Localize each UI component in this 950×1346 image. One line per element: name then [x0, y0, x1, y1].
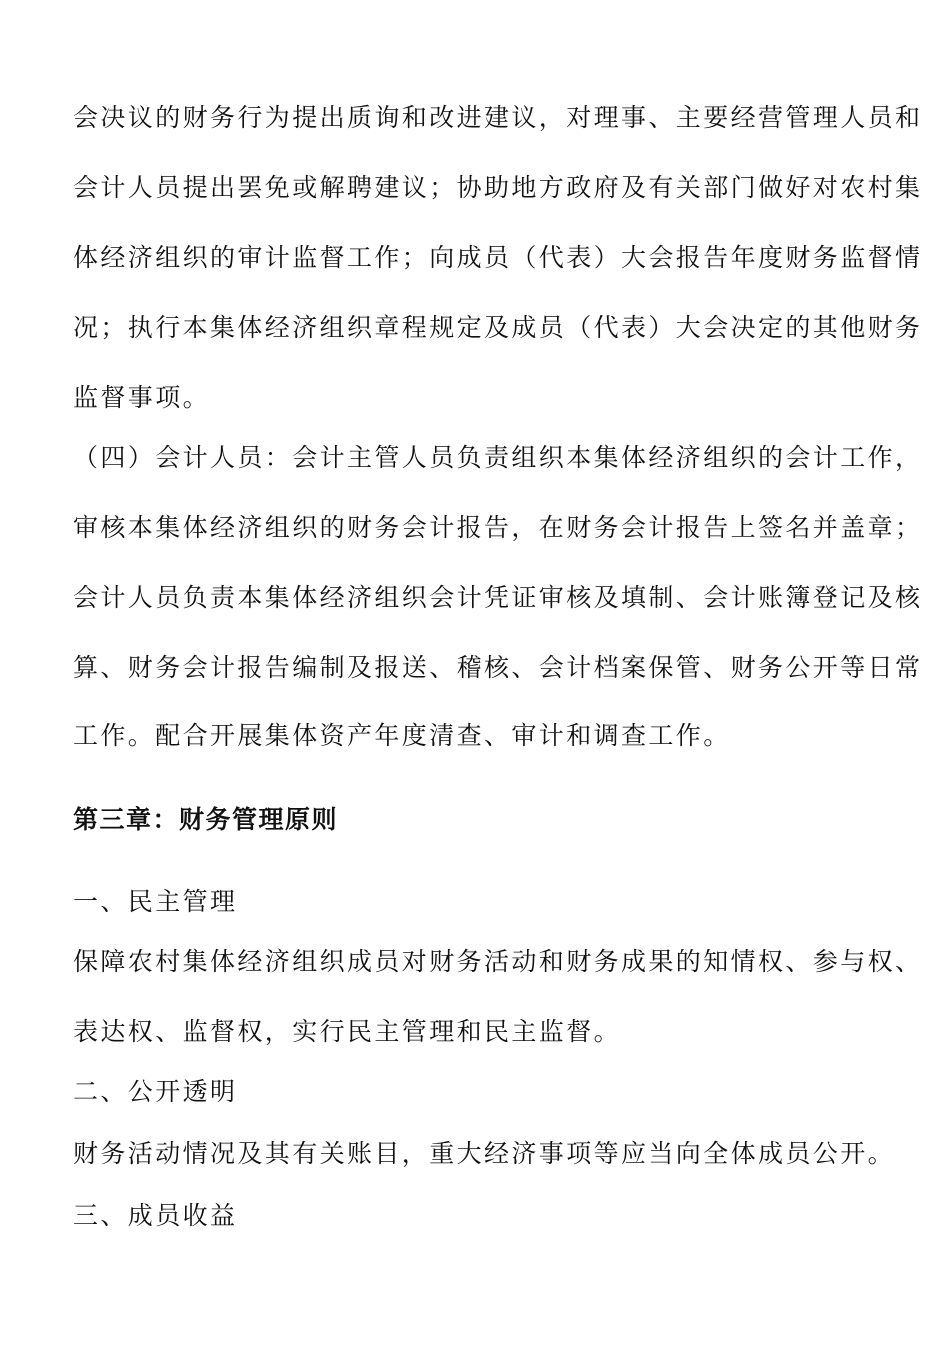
paragraph-line: 会计人员负责本集体经济组织会计凭证审核及填制、会计账簿登记及核 — [73, 583, 923, 612]
section-title: 二、公开透明 — [73, 1077, 238, 1106]
paragraph-line: 审核本集体经济组织的财务会计报告，在财务会计报告上签名并盖章； — [73, 513, 923, 542]
paragraph-line: 体经济组织的审计监督工作；向成员（代表）大会报告年度财务监督情 — [73, 243, 923, 272]
chapter-heading: 第三章：财务管理原则 — [73, 805, 339, 834]
paragraph-line: 表达权、监督权，实行民主管理和民主监督。 — [73, 1017, 622, 1046]
paragraph-line: 算、财务会计报告编制及报送、稽核、会计档案保管、财务公开等日常 — [73, 653, 923, 682]
paragraph-line: 监督事项。 — [73, 383, 211, 412]
paragraph-line: （四）会计人员：会计主管人员负责组织本集体经济组织的会计工作， — [73, 443, 923, 472]
paragraph-line: 会计人员提出罢免或解聘建议；协助地方政府及有关部门做好对农村集 — [73, 173, 923, 202]
section-title: 一、民主管理 — [73, 887, 238, 916]
paragraph-line: 况；执行本集体经济组织章程规定及成员（代表）大会决定的其他财务 — [73, 313, 923, 342]
paragraph-line: 会决议的财务行为提出质询和改进建议，对理事、主要经营管理人员和 — [73, 103, 923, 132]
paragraph-line: 保障农村集体经济组织成员对财务活动和财务成果的知情权、参与权、 — [73, 947, 923, 976]
paragraph-line: 财务活动情况及其有关账目，重大经济事项等应当向全体成员公开。 — [73, 1139, 896, 1168]
paragraph-line: 工作。配合开展集体资产年度清查、审计和调查工作。 — [73, 721, 731, 750]
section-title: 三、成员收益 — [73, 1201, 238, 1230]
